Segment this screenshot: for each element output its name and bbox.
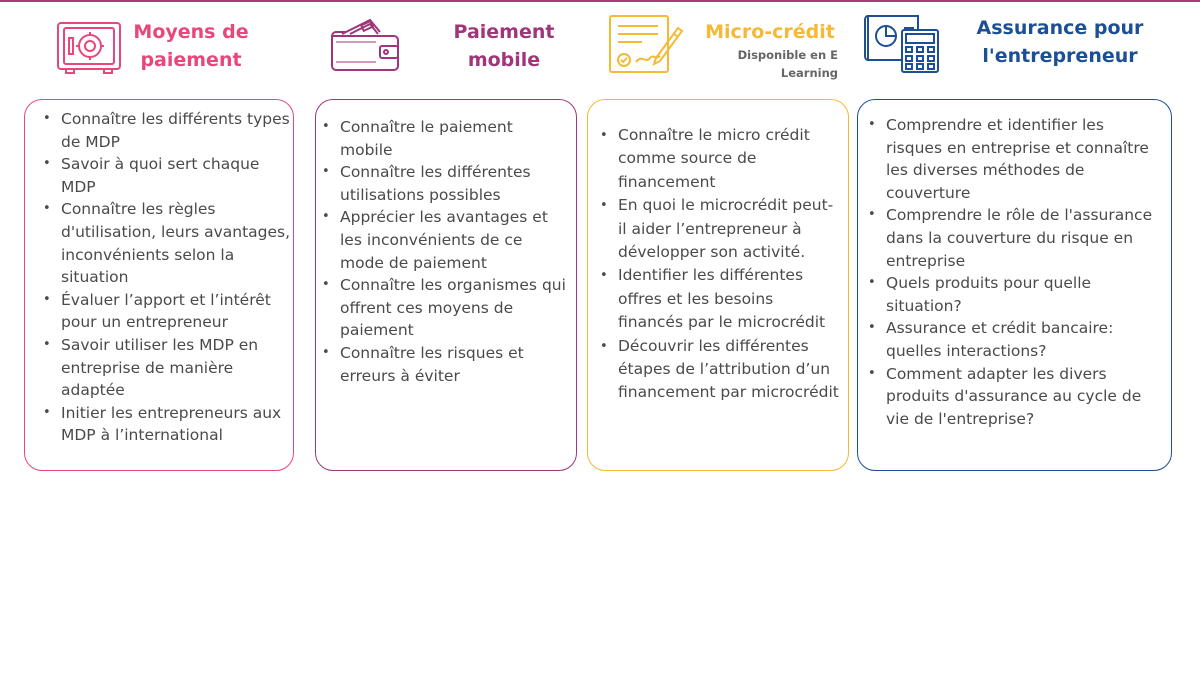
list-item: • Connaître les organismes qui offrent ces moyens de paiement (318, 274, 566, 342)
list-item: • Assurance et crédit bancaire: quelles interactions? (864, 317, 1161, 362)
list-item: • Comprendre le rôle de l'assurance dans la couverture du risque en entreprise (864, 204, 1161, 272)
list-item: • Savoir utiliser les MDP en entreprise de manière adaptée (39, 334, 293, 402)
card-assurance (857, 99, 1172, 471)
list-item: • Comprendre et identifier les risques en entreprise et connaître les diverses méthodes de couverture (864, 114, 1161, 204)
top-accent-line (0, 0, 1200, 2)
title-line-1: Assurance pour (976, 17, 1144, 39)
list-item: • Quels produits pour quelle situation? (864, 272, 1161, 317)
e-learning-note (720, 46, 838, 82)
list-item: • Savoir à quoi sert chaque MDP (39, 153, 293, 198)
list-item: • Connaître les règles d'utilisation, leurs avantages, inconvénients selon la situation (39, 198, 293, 288)
column-title-moyens-de-paiement (128, 18, 254, 74)
objectives-list (318, 116, 566, 387)
column-title-micro-credit (700, 18, 840, 46)
contract-signature-icon (608, 14, 684, 74)
title-line-1: Paiement (453, 21, 555, 43)
column-title-assurance (970, 14, 1150, 70)
list-item: • Connaître le paiement mobile (318, 116, 566, 161)
list-item: • Apprécier les avantages et les inconvénients de ce mode de paiement (318, 206, 566, 274)
subtitle-line-1: Disponible en E (737, 48, 838, 62)
title-line-2: l'entrepreneur (982, 45, 1138, 67)
safe-icon (56, 20, 122, 74)
title-line-1: Moyens de (133, 21, 249, 43)
list-item: • Identifier les différentes offres et les besoins financés par le microcrédit (596, 264, 840, 334)
column-title-paiement-mobile (440, 18, 568, 74)
wallet-icon (328, 14, 402, 74)
card-micro-credit (587, 99, 849, 471)
objectives-list (596, 124, 840, 405)
title-line-2: mobile (467, 49, 541, 71)
list-item: • Comment adapter les divers produits d'assurance au cycle de vie de l'entreprise? (864, 363, 1161, 431)
card-paiement-mobile (315, 99, 577, 471)
subtitle-line-2: Learning (780, 66, 838, 80)
card-moyens-de-paiement (24, 99, 294, 471)
calculator-chart-icon (864, 12, 942, 74)
objectives-list (39, 108, 293, 447)
list-item: • Découvrir les différentes étapes de l’attribution d’un financement par microcrédit (596, 335, 840, 405)
objectives-list (864, 114, 1161, 430)
list-item: • Évaluer l’apport et l’intérêt pour un entrepreneur (39, 289, 293, 334)
list-item: • Connaître les différents types de MDP (39, 108, 293, 153)
list-item: • En quoi le microcrédit peut-il aider l’entrepreneur à développer son activité. (596, 194, 840, 264)
title-line-1: Micro-crédit (705, 21, 835, 43)
list-item: • Connaître les différentes utilisations possibles (318, 161, 566, 206)
list-item: • Connaître les risques et erreurs à éviter (318, 342, 566, 387)
list-item: • Connaître le micro crédit comme source de financement (596, 124, 840, 194)
title-line-2: paiement (140, 49, 242, 71)
list-item: • Initier les entrepreneurs aux MDP à l’international (39, 402, 293, 447)
